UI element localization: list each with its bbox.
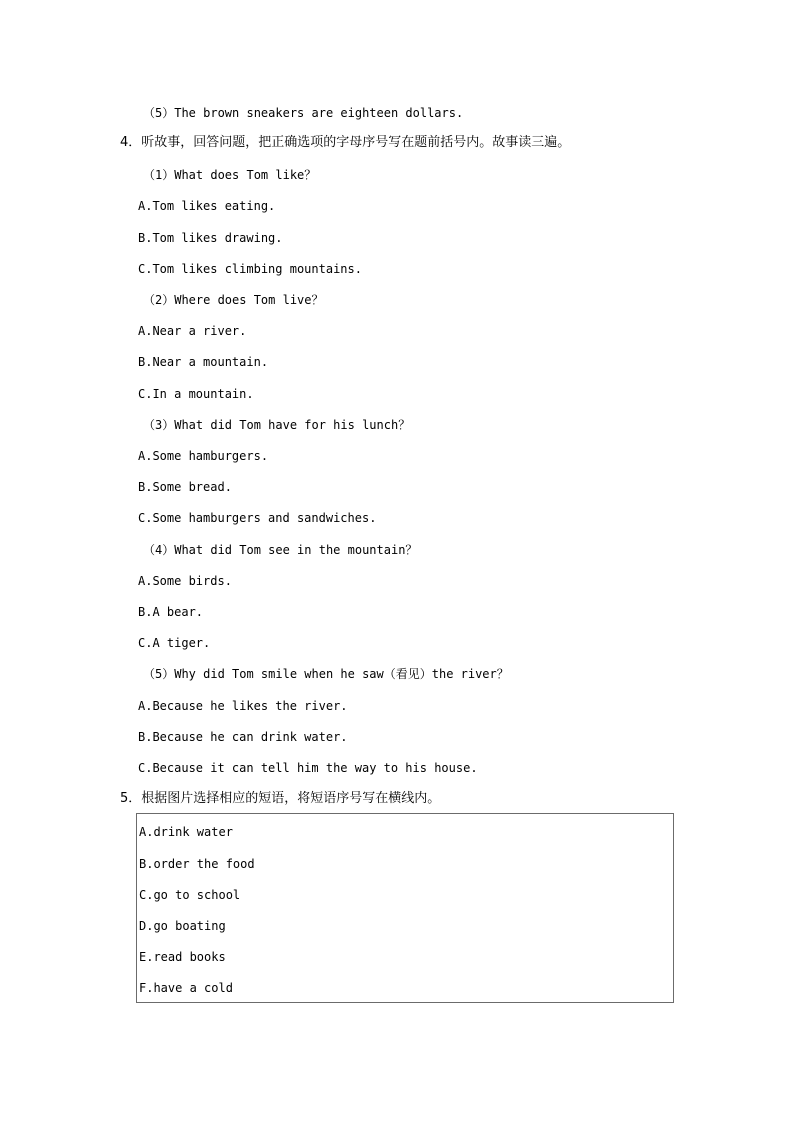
q4-q4-option-a: A.Some birds. [138, 574, 232, 588]
q4-q3-option-a: A.Some hamburgers. [138, 449, 269, 463]
q4-q2-option-c: C.In a mountain. [138, 387, 254, 401]
q4-q5-option-a: A.Because he likes the river. [138, 699, 348, 713]
phrase-d: D.go boating [139, 919, 226, 933]
phrase-box [136, 813, 674, 1003]
phrase-c: C.go to school [139, 888, 241, 902]
q4-question-2: （2）Where does Tom live？ [143, 293, 324, 307]
q4-q3-option-b: B.Some bread. [138, 480, 232, 494]
q3-item-5: （5）The brown sneakers are eighteen dollars. [143, 106, 464, 120]
question-4-header: 4．听故事，回答问题，把正确选项的字母序号写在题前括号内。故事读三遍。 [120, 135, 571, 150]
q4-q3-option-c: C.Some hamburgers and sandwiches. [138, 511, 377, 525]
phrase-e: E.read books [139, 950, 226, 964]
q4-question-1: （1）What does Tom like？ [143, 168, 317, 182]
q4-question-4: （4）What did Tom see in the mountain？ [143, 543, 418, 557]
q4-q2-option-b: B.Near a mountain. [138, 355, 269, 369]
q4-q4-option-c: C.A tiger. [138, 636, 211, 650]
phrase-a: A.drink water [139, 825, 233, 839]
question-5-header: 5．根据图片选择相应的短语，将短语序号写在横线内。 [120, 791, 441, 806]
q4-q1-option-c: C.Tom likes climbing mountains. [138, 262, 362, 276]
q4-q5-option-c: C.Because it can tell him the way to his house. [138, 761, 478, 775]
q4-q1-option-a: A.Tom likes eating. [138, 199, 276, 213]
q4-q1-option-b: B.Tom likes drawing. [138, 231, 283, 245]
q4-q4-option-b: B.A bear. [138, 605, 204, 619]
phrase-b: B.order the food [139, 857, 255, 871]
q4-question-3: （3）What did Tom have for his lunch？ [143, 418, 411, 432]
q4-q5-option-b: B.Because he can drink water. [138, 730, 348, 744]
q4-question-5: （5）Why did Tom smile when he saw（看见）the river？ [143, 667, 509, 681]
q4-q2-option-a: A.Near a river. [138, 324, 247, 338]
phrase-f: F.have a cold [139, 981, 233, 995]
